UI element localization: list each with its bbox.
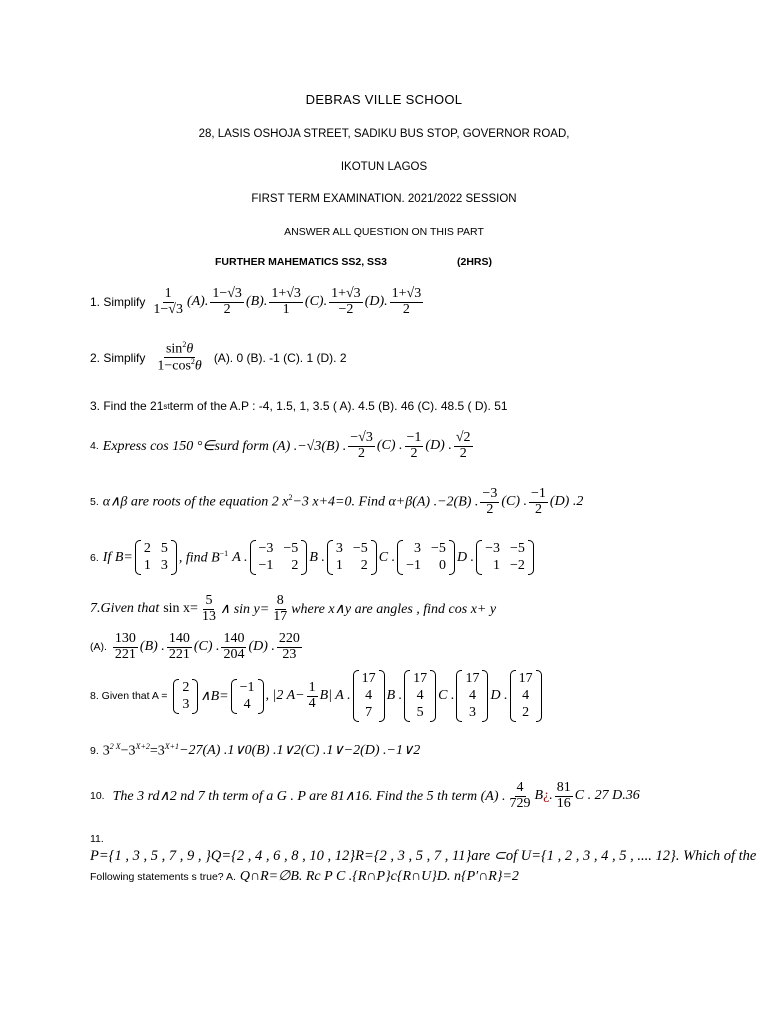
q2-expression: $\frac{\sin^2\theta}{1-\cos^2\theta}$: [157, 340, 202, 374]
q7-option-c-label: (C) .: [193, 639, 220, 655]
q7-text: where x∧y are angles , find cos x+ y: [291, 601, 497, 617]
q7-lead: 7.Given that: [90, 601, 160, 617]
q5-text: α∧β are roots of the equation 2 $x^2-3$ x+4=0. Find α+β(A) .−2(B) .: [102, 493, 479, 511]
exam-duration: (2HRS): [457, 256, 493, 268]
q4-option-b: $\frac{-√3}{2}$: [350, 430, 373, 461]
q8-vector-b: −1 4: [231, 679, 264, 714]
q6-matrix-b: 2 5 1 3: [135, 540, 177, 575]
q9-options: −27(A) .1∨0(B) .1∨2(C) .1∨−2(D) .−1∨2: [179, 743, 421, 759]
q8-option-b-label: B .: [386, 688, 403, 704]
question-6: [90, 540, 536, 575]
q5-option-c: $\frac{-1}{2}$: [531, 486, 546, 517]
q10-option-b: $\frac{81}{16}$: [556, 780, 571, 811]
q7-sin-y: ∧ sin y=: [219, 601, 270, 617]
q7-option-b-label: (B) .: [139, 639, 165, 655]
q7-option-d-label: (D) .: [248, 639, 275, 655]
q1-option-c-label: (C).: [304, 294, 328, 310]
q8-and-b: ∧B=: [200, 688, 229, 704]
q6-option-a-label: A .: [232, 549, 248, 565]
q6-option-d-label: D .: [456, 549, 475, 565]
q8-option-c-label: C .: [438, 688, 455, 704]
q7-option-a: $\frac{130}{221}$: [114, 631, 136, 662]
q10-option-b-label: B¿.: [534, 788, 553, 804]
school-city: IKOTUN LAGOS: [340, 161, 428, 173]
q3-text-start: 3. Find the 21: [90, 399, 164, 413]
q1-option-d: $\frac{1+√3}{2}$: [391, 286, 422, 317]
q6-option-c: 3 −5 −1 0: [397, 540, 455, 575]
q1-option-c: $\frac{1+√3}{-2}$: [331, 286, 361, 317]
subject-line: [215, 256, 493, 268]
q11-options: Q∩R=∅B. Rc P C .{R∩P}c{R∩U}D. n{P′∩R}=2: [239, 869, 519, 884]
question-2: [90, 341, 347, 375]
q4-number: 4.: [90, 440, 99, 453]
q9-equation: $3^{2 X}-3^{X+2}=3^{X+1}$: [102, 742, 180, 759]
q8-option-c: 17 4 3: [456, 670, 488, 722]
q8-fraction: $\frac{1}{4}$: [308, 679, 316, 711]
question-10: [90, 781, 640, 811]
q6-option-b: 3 −5 1 2: [327, 540, 377, 575]
q5-option-b: $\frac{-3}{2}$: [482, 486, 498, 517]
question-7-options: [90, 632, 304, 662]
subject-title: FURTHER MAHEMATICS SS2, SS3: [215, 256, 387, 268]
question-8: [90, 670, 544, 722]
question-11-options: [90, 868, 519, 885]
school-name: DEBRAS VILLE SCHOOL: [305, 92, 463, 107]
q10-options-rest: C . 27 D.36: [574, 788, 640, 804]
q3-ordinal: st: [163, 401, 170, 411]
q4-option-d: $\frac{√2}{2}$: [455, 430, 471, 461]
q8-option-d: 17 4 2: [510, 670, 542, 722]
q7-fraction-2: $\frac{8}{17}$: [273, 593, 288, 624]
q6-lead: If B=: [102, 549, 133, 565]
school-address: 28, LASIS OSHOJA STREET, SADIKU BUS STOP, GOVERNOR ROAD,: [198, 128, 570, 140]
q1-option-b: $\frac{1+√3}{1}$: [271, 286, 301, 317]
q5-number: 5.: [90, 496, 99, 509]
q6-find: , find $B^{-1}$: [178, 548, 229, 566]
q8-option-d-label: D .: [490, 688, 508, 704]
q5-option-d: (D) .2: [549, 494, 584, 510]
q10-option-a: $\frac{4}{729}$: [509, 780, 531, 811]
q1-option-b-label: (B).: [245, 294, 268, 310]
question-11-number: 11.: [90, 833, 104, 845]
q8-option-b: 17 4 5: [404, 670, 436, 722]
q11-sets: P={1 , 3 , 5 , 7 , 9 , }Q={2 , 4 , 6 , 8 , 10 , 12}R={2 , 3 , 5 , 7 , 11}are ⊂of U={1 , 2 , 3 , 4 , 5 , .... 12}. Which of the: [90, 848, 757, 864]
q6-option-c-label: C .: [378, 549, 396, 565]
q8-vector-a: 2 3: [173, 679, 198, 714]
q8-option-a: 17 4 7: [353, 670, 385, 722]
q7-option-b: $\frac{140}{221}$: [168, 631, 190, 662]
q2-lead: 2. Simplify: [90, 350, 146, 365]
q1-option-a: $\frac{1-√3}{2}$: [212, 286, 242, 317]
q2-options: (A). 0 (B). -1 (C). 1 (D). 2: [213, 350, 347, 365]
question-11: [90, 848, 756, 865]
q5-option-c-label: (C) .: [501, 494, 527, 510]
q3-text-end: term of the A.P : -4, 1.5, 1, 3.5 ( A). 4.5 (B). 46 (C). 48.5 ( D). 51: [169, 399, 508, 413]
q1-option-d-label: (D).: [364, 294, 388, 310]
q6-number: 6.: [90, 551, 99, 564]
q7-option-c: $\frac{140}{204}$: [223, 631, 245, 662]
q7-option-a-label: (A).: [90, 641, 107, 654]
q10-text: The 3 rd∧2 nd 7 th term of a G . P are 81∧16. Find the 5 th term (A) .: [112, 788, 506, 804]
q1-lead: 1. Simplify: [90, 295, 146, 310]
q8-expression-end: B| A .: [319, 688, 351, 704]
q6-option-b-label: B .: [309, 549, 325, 565]
q7-fraction-1: $\frac{5}{13}$: [201, 593, 216, 624]
q8-expression-start: , |2 A−: [265, 688, 305, 704]
q9-number: 9.: [90, 744, 99, 757]
question-7: [90, 594, 496, 624]
question-4: [90, 431, 475, 461]
q4-option-c-label: (C) .: [376, 438, 403, 454]
q10-number: 10.: [90, 790, 105, 803]
q4-option-c: $\frac{-1}{2}$: [406, 430, 422, 461]
q4-text: Express cos 150 °∈surd form (A) .−√3(B) .: [102, 438, 347, 454]
q4-option-d-label: (D) .: [425, 438, 452, 454]
question-9: [90, 742, 420, 760]
q1-expression: $\frac{1}{1-√3}$: [153, 286, 183, 317]
question-5: [90, 487, 583, 517]
instruction: ANSWER ALL QUESTION ON THIS PART: [284, 226, 484, 238]
exam-title: FIRST TERM EXAMINATION. 2021/2022 SESSION: [251, 193, 517, 205]
q6-option-a: −3 −5 −1 2: [250, 540, 308, 575]
q6-option-d: −3 −5 1 −2: [476, 540, 534, 575]
q8-lead: 8. Given that A =: [90, 690, 168, 703]
question-1: [90, 287, 425, 317]
q11-lead: Following statements s true? A.: [90, 870, 236, 883]
q7-option-d: $\frac{220}{23}$: [278, 631, 300, 662]
q7-sin-x: sin x=: [163, 601, 198, 617]
question-3: [90, 399, 508, 413]
q1-option-a-label: (A).: [186, 294, 209, 310]
